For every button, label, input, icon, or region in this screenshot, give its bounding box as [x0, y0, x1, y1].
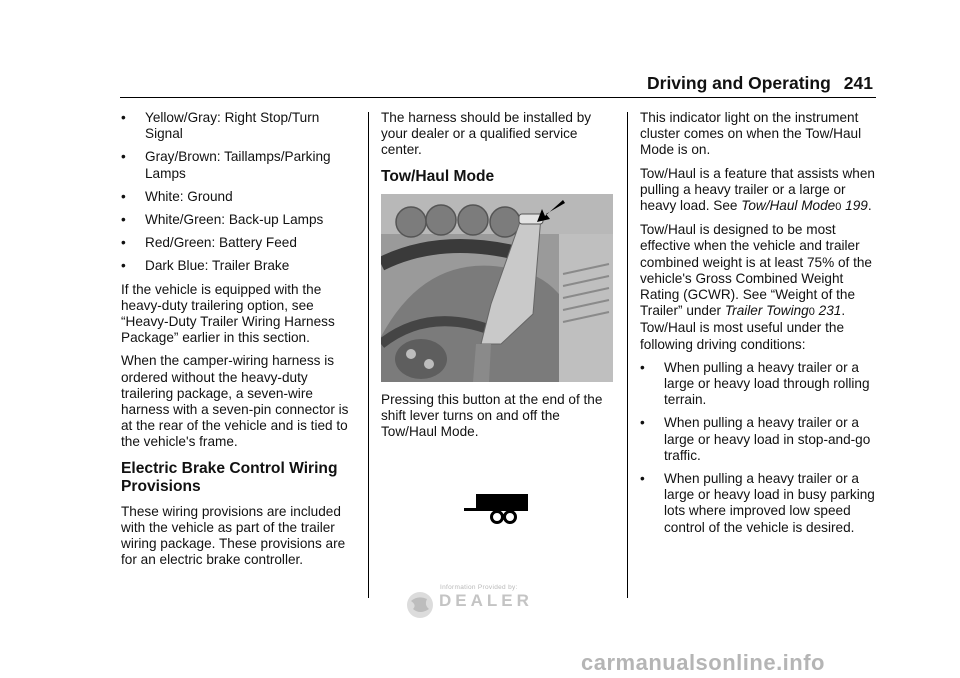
column-divider-1	[368, 112, 369, 598]
column-3	[640, 110, 876, 543]
cross-reference-link[interactable]: Trailer Towing	[724, 303, 809, 319]
paragraph: Tow/Haul is a feature that assists when pulling a heavy trailer or a large or heavy load. See Tow/Haul Mode0 199.	[640, 165, 875, 214]
list-item: • Gray/Brown: Taillamps/Parking Lamps	[121, 149, 331, 181]
list-item: • When pulling a heavy trailer or a large or heavy load through rolling terrain.	[640, 359, 870, 408]
paragraph: These wiring provisions are included with the vehicle as part of the trailer wiring package. These provisions are for an electric brake controller.	[121, 503, 346, 568]
paragraph: This indicator light on the instrument cluster comes on when the Tow/Haul Mode is on.	[640, 110, 862, 158]
paragraph: When the camper-wiring harness is ordered without the heavy-duty trailering package, a seven-wire harness with a seven-pin connector is at the rear of the vehicle and is tied to the vehicle's frame.	[121, 353, 349, 450]
page-header	[647, 70, 873, 96]
column-1	[121, 110, 353, 575]
section-title: Driving and Operating	[647, 72, 831, 93]
paragraph: If the vehicle is equipped with the heavy-duty trailering option, see “Heavy-Duty Trailer Wiring Harness Package” earlier in this section.	[121, 281, 335, 346]
site-footer: carmanualsonline.info	[581, 650, 825, 675]
watermark-caption: Information Provided by:	[440, 584, 518, 591]
column-divider-2	[627, 112, 628, 598]
list-item: • Red/Green: Battery Feed	[121, 235, 297, 251]
tow-haul-indicator-icon	[462, 490, 530, 526]
list-item: • White/Green: Back-up Lamps	[121, 212, 324, 228]
globe-logo-icon	[405, 590, 435, 620]
list-item: • When pulling a heavy trailer or a large or heavy load in busy parking lots where improved low speed control of the vehicle is desired.	[640, 471, 875, 535]
column-2	[381, 110, 615, 447]
page-reference[interactable]: 199	[845, 198, 868, 214]
cross-reference-link[interactable]: Tow/Haul Mode	[741, 198, 836, 214]
paragraph: The harness should be installed by your dealer or a qualified service center.	[381, 110, 592, 158]
shift-lever-photo	[381, 194, 613, 382]
page-reference-icon: 0	[808, 306, 815, 319]
header-rule	[120, 97, 876, 98]
list-item: • White: Ground	[121, 188, 233, 204]
list-item: • When pulling a heavy trailer or a large or heavy load in stop-and-go traffic.	[640, 415, 871, 463]
list-item: • Dark Blue: Trailer Brake	[121, 258, 290, 274]
watermark-logo-text: DEALER	[439, 591, 533, 610]
photo-caption: Pressing this button at the end of the shift lever turns on and off the Tow/Haul Mode.	[381, 391, 603, 440]
page-number: 241	[843, 72, 873, 93]
paragraph: Tow/Haul is designed to be most effective when the vehicle and trailer combined weight is at least 75% of the vehicle's Gross Combined Weight Rating (GCWR). See “Weight of the Trailer” under Trailer Towing0 231. Tow/Haul is most useful under the following driving conditions:	[640, 222, 872, 352]
list-item: • Yellow/Gray: Right Stop/Turn Signal	[121, 110, 320, 142]
page-reference-icon: 0	[835, 201, 842, 214]
page-reference[interactable]: 231	[818, 303, 842, 319]
section-heading: Tow/Haul Mode	[381, 167, 495, 185]
section-heading: Electric Brake Control Wiring Provisions	[121, 459, 338, 495]
